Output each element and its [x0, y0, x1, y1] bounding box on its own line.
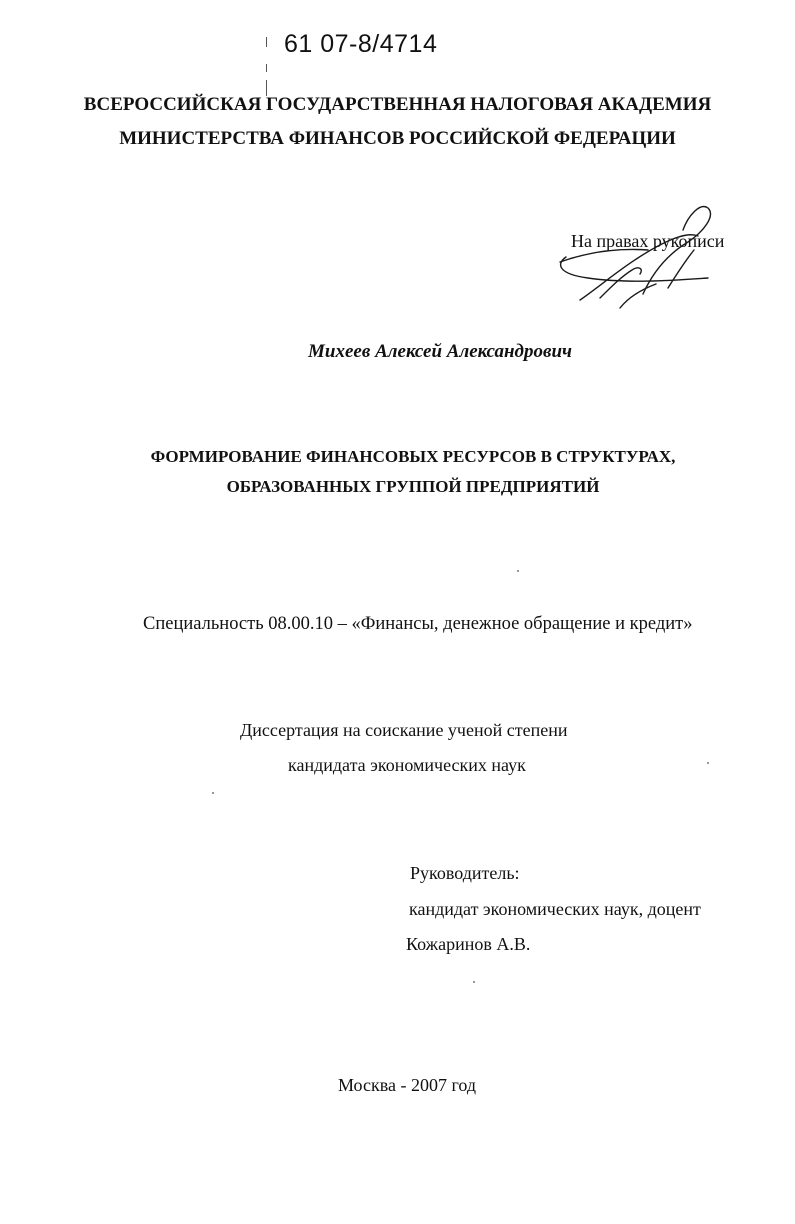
- archive-stamp-number: 61 07-8/4714: [284, 30, 438, 58]
- signature: [548, 202, 748, 314]
- specialty: Специальность 08.00.10 – «Финансы, денежное обращение и кредит»: [143, 614, 693, 634]
- scan-mark: [266, 37, 267, 47]
- author-name: Михеев Алексей Александрович: [308, 341, 572, 362]
- scan-speck: [473, 981, 475, 983]
- supervisor-name: Кожаринов А.В.: [406, 934, 531, 954]
- institution-line-1: ВСЕРОССИЙСКАЯ ГОСУДАРСТВЕННАЯ НАЛОГОВАЯ АКАДЕМИЯ: [83, 94, 712, 115]
- manuscript-rights-note: На правах рукописи: [571, 231, 725, 251]
- scan-mark: [266, 64, 267, 72]
- degree-line-1: Диссертация на соискание ученой степени: [240, 720, 568, 740]
- supervisor-credentials: кандидат экономических наук, доцент: [409, 899, 701, 919]
- scan-speck: [212, 792, 214, 794]
- scan-speck: [707, 762, 709, 764]
- scan-speck: [517, 570, 519, 572]
- dissertation-title-line-1: ФОРМИРОВАНИЕ ФИНАНСОВЫХ РЕСУРСОВ В СТРУКТУРАХ,: [150, 447, 676, 466]
- dissertation-title-line-2: ОБРАЗОВАННЫХ ГРУППОЙ ПРЕДПРИЯТИЙ: [226, 477, 600, 496]
- institution-line-2: МИНИСТЕРСТВА ФИНАНСОВ РОССИЙСКОЙ ФЕДЕРАЦИИ: [119, 128, 676, 149]
- supervisor-label: Руководитель:: [410, 863, 520, 883]
- degree-line-2: кандидата экономических наук: [288, 755, 526, 775]
- place-and-year: Москва - 2007 год: [338, 1075, 477, 1095]
